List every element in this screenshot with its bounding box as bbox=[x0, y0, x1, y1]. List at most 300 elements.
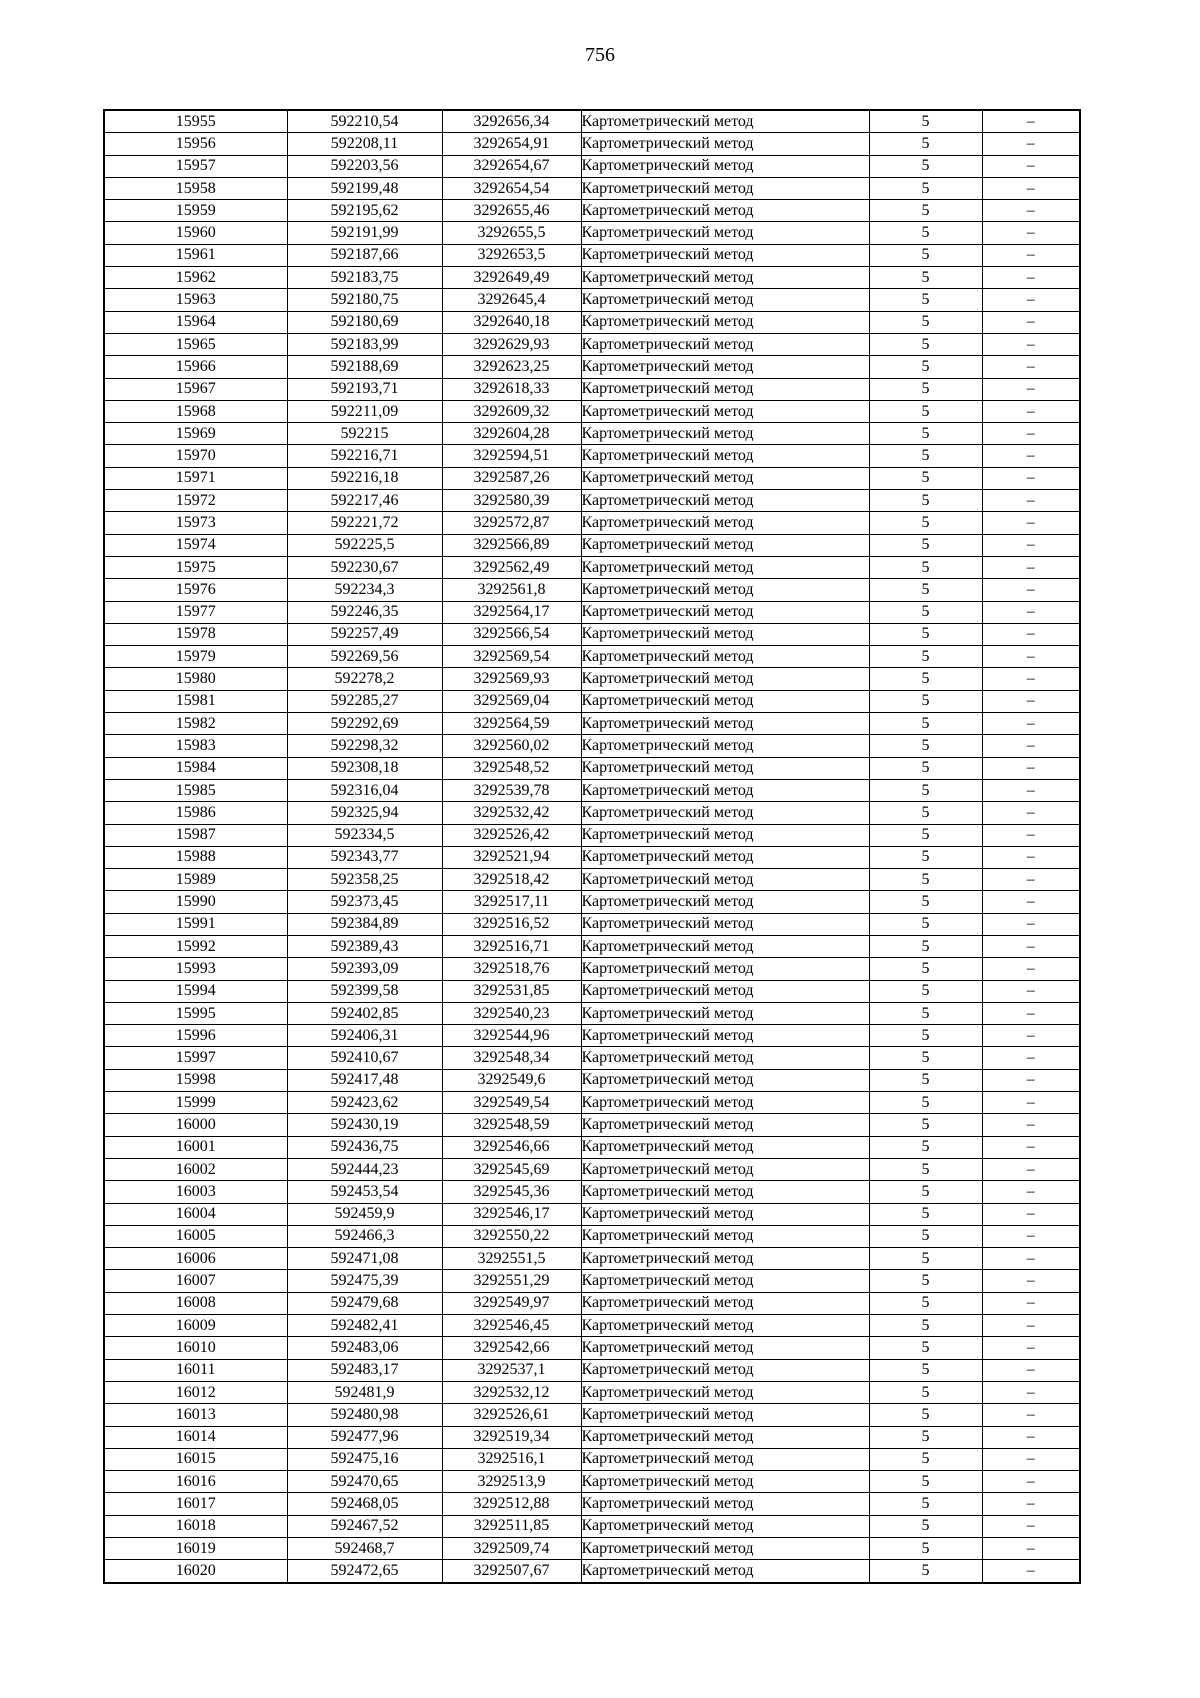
accuracy-cell: 5 bbox=[869, 1069, 982, 1091]
y-coordinate-cell: 3292516,52 bbox=[442, 913, 581, 935]
table-row bbox=[104, 512, 1080, 534]
table-row bbox=[104, 913, 1080, 935]
dash-cell: – bbox=[982, 1092, 1080, 1114]
table-row bbox=[104, 1381, 1080, 1403]
dash-cell: – bbox=[982, 1181, 1080, 1203]
table-row bbox=[104, 891, 1080, 913]
point-number-cell: 15992 bbox=[104, 935, 287, 957]
dash-cell: – bbox=[982, 846, 1080, 868]
table-row bbox=[104, 289, 1080, 311]
x-coordinate-cell: 592230,67 bbox=[287, 556, 442, 578]
accuracy-cell: 5 bbox=[869, 623, 982, 645]
y-coordinate-cell: 3292655,46 bbox=[442, 200, 581, 222]
y-coordinate-cell: 3292655,5 bbox=[442, 222, 581, 244]
y-coordinate-cell: 3292645,4 bbox=[442, 289, 581, 311]
y-coordinate-cell: 3292519,34 bbox=[442, 1426, 581, 1448]
point-number-cell: 15966 bbox=[104, 356, 287, 378]
x-coordinate-cell: 592325,94 bbox=[287, 802, 442, 824]
point-number-cell: 15965 bbox=[104, 333, 287, 355]
accuracy-cell: 5 bbox=[869, 177, 982, 199]
method-cell: Картометрический метод bbox=[581, 222, 869, 244]
dash-cell: – bbox=[982, 445, 1080, 467]
x-coordinate-cell: 592334,5 bbox=[287, 824, 442, 846]
point-number-cell: 16020 bbox=[104, 1560, 287, 1583]
table-row bbox=[104, 1047, 1080, 1069]
point-number-cell: 15998 bbox=[104, 1069, 287, 1091]
accuracy-cell: 5 bbox=[869, 244, 982, 266]
point-number-cell: 16015 bbox=[104, 1448, 287, 1470]
table-row bbox=[104, 1560, 1080, 1583]
dash-cell: – bbox=[982, 1538, 1080, 1560]
dash-cell: – bbox=[982, 110, 1080, 133]
y-coordinate-cell: 3292507,67 bbox=[442, 1560, 581, 1583]
point-number-cell: 15976 bbox=[104, 579, 287, 601]
method-cell: Картометрический метод bbox=[581, 579, 869, 601]
x-coordinate-cell: 592225,5 bbox=[287, 534, 442, 556]
dash-cell: – bbox=[982, 1426, 1080, 1448]
method-cell: Картометрический метод bbox=[581, 913, 869, 935]
x-coordinate-cell: 592183,99 bbox=[287, 333, 442, 355]
x-coordinate-cell: 592199,48 bbox=[287, 177, 442, 199]
accuracy-cell: 5 bbox=[869, 1493, 982, 1515]
method-cell: Картометрический метод bbox=[581, 891, 869, 913]
point-number-cell: 15960 bbox=[104, 222, 287, 244]
method-cell: Картометрический метод bbox=[581, 1337, 869, 1359]
accuracy-cell: 5 bbox=[869, 1448, 982, 1470]
table-row bbox=[104, 668, 1080, 690]
x-coordinate-cell: 592471,08 bbox=[287, 1248, 442, 1270]
dash-cell: – bbox=[982, 356, 1080, 378]
method-cell: Картометрический метод bbox=[581, 534, 869, 556]
dash-cell: – bbox=[982, 155, 1080, 177]
dash-cell: – bbox=[982, 1471, 1080, 1493]
method-cell: Картометрический метод bbox=[581, 1270, 869, 1292]
y-coordinate-cell: 3292517,11 bbox=[442, 891, 581, 913]
y-coordinate-cell: 3292518,76 bbox=[442, 958, 581, 980]
dash-cell: – bbox=[982, 735, 1080, 757]
accuracy-cell: 5 bbox=[869, 400, 982, 422]
method-cell: Картометрический метод bbox=[581, 1538, 869, 1560]
accuracy-cell: 5 bbox=[869, 1404, 982, 1426]
accuracy-cell: 5 bbox=[869, 556, 982, 578]
table-row bbox=[104, 623, 1080, 645]
table-row bbox=[104, 110, 1080, 133]
x-coordinate-cell: 592316,04 bbox=[287, 779, 442, 801]
dash-cell: – bbox=[982, 467, 1080, 489]
y-coordinate-cell: 3292532,42 bbox=[442, 802, 581, 824]
accuracy-cell: 5 bbox=[869, 1381, 982, 1403]
table-row bbox=[104, 579, 1080, 601]
x-coordinate-cell: 592187,66 bbox=[287, 244, 442, 266]
point-number-cell: 16006 bbox=[104, 1248, 287, 1270]
dash-cell: – bbox=[982, 267, 1080, 289]
point-number-cell: 16017 bbox=[104, 1493, 287, 1515]
point-number-cell: 15971 bbox=[104, 467, 287, 489]
x-coordinate-cell: 592475,16 bbox=[287, 1448, 442, 1470]
table-row bbox=[104, 244, 1080, 266]
table-row bbox=[104, 1292, 1080, 1314]
accuracy-cell: 5 bbox=[869, 668, 982, 690]
accuracy-cell: 5 bbox=[869, 958, 982, 980]
y-coordinate-cell: 3292546,66 bbox=[442, 1136, 581, 1158]
dash-cell: – bbox=[982, 802, 1080, 824]
accuracy-cell: 5 bbox=[869, 490, 982, 512]
x-coordinate-cell: 592180,75 bbox=[287, 289, 442, 311]
accuracy-cell: 5 bbox=[869, 757, 982, 779]
dash-cell: – bbox=[982, 1002, 1080, 1024]
table-row bbox=[104, 1158, 1080, 1180]
dash-cell: – bbox=[982, 891, 1080, 913]
accuracy-cell: 5 bbox=[869, 289, 982, 311]
x-coordinate-cell: 592246,35 bbox=[287, 601, 442, 623]
method-cell: Картометрический метод bbox=[581, 690, 869, 712]
dash-cell: – bbox=[982, 1225, 1080, 1247]
accuracy-cell: 5 bbox=[869, 378, 982, 400]
dash-cell: – bbox=[982, 400, 1080, 422]
method-cell: Картометрический метод bbox=[581, 1404, 869, 1426]
x-coordinate-cell: 592483,17 bbox=[287, 1359, 442, 1381]
method-cell: Картометрический метод bbox=[581, 1359, 869, 1381]
table-row bbox=[104, 490, 1080, 512]
accuracy-cell: 5 bbox=[869, 1203, 982, 1225]
y-coordinate-cell: 3292654,54 bbox=[442, 177, 581, 199]
method-cell: Картометрический метод bbox=[581, 623, 869, 645]
table-row bbox=[104, 935, 1080, 957]
table-row bbox=[104, 222, 1080, 244]
y-coordinate-cell: 3292653,5 bbox=[442, 244, 581, 266]
x-coordinate-cell: 592389,43 bbox=[287, 935, 442, 957]
point-number-cell: 16008 bbox=[104, 1292, 287, 1314]
dash-cell: – bbox=[982, 133, 1080, 155]
dash-cell: – bbox=[982, 378, 1080, 400]
dash-cell: – bbox=[982, 668, 1080, 690]
table-row bbox=[104, 200, 1080, 222]
point-number-cell: 15969 bbox=[104, 423, 287, 445]
point-number-cell: 15997 bbox=[104, 1047, 287, 1069]
y-coordinate-cell: 3292594,51 bbox=[442, 445, 581, 467]
point-number-cell: 15964 bbox=[104, 311, 287, 333]
x-coordinate-cell: 592480,98 bbox=[287, 1404, 442, 1426]
method-cell: Картометрический метод bbox=[581, 1136, 869, 1158]
method-cell: Картометрический метод bbox=[581, 1092, 869, 1114]
accuracy-cell: 5 bbox=[869, 534, 982, 556]
y-coordinate-cell: 3292512,88 bbox=[442, 1493, 581, 1515]
dash-cell: – bbox=[982, 713, 1080, 735]
table-row bbox=[104, 378, 1080, 400]
accuracy-cell: 5 bbox=[869, 423, 982, 445]
accuracy-cell: 5 bbox=[869, 1270, 982, 1292]
y-coordinate-cell: 3292580,39 bbox=[442, 490, 581, 512]
x-coordinate-cell: 592183,75 bbox=[287, 267, 442, 289]
method-cell: Картометрический метод bbox=[581, 200, 869, 222]
point-number-cell: 15970 bbox=[104, 445, 287, 467]
accuracy-cell: 5 bbox=[869, 1292, 982, 1314]
y-coordinate-cell: 3292656,34 bbox=[442, 110, 581, 133]
x-coordinate-cell: 592459,9 bbox=[287, 1203, 442, 1225]
x-coordinate-cell: 592188,69 bbox=[287, 356, 442, 378]
y-coordinate-cell: 3292545,36 bbox=[442, 1181, 581, 1203]
y-coordinate-cell: 3292531,85 bbox=[442, 980, 581, 1002]
dash-cell: – bbox=[982, 1337, 1080, 1359]
dash-cell: – bbox=[982, 556, 1080, 578]
point-number-cell: 15974 bbox=[104, 534, 287, 556]
table-row bbox=[104, 400, 1080, 422]
y-coordinate-cell: 3292629,93 bbox=[442, 333, 581, 355]
accuracy-cell: 5 bbox=[869, 713, 982, 735]
y-coordinate-cell: 3292539,78 bbox=[442, 779, 581, 801]
point-number-cell: 15982 bbox=[104, 713, 287, 735]
dash-cell: – bbox=[982, 1203, 1080, 1225]
y-coordinate-cell: 3292550,22 bbox=[442, 1225, 581, 1247]
table-row bbox=[104, 958, 1080, 980]
x-coordinate-cell: 592468,7 bbox=[287, 1538, 442, 1560]
dash-cell: – bbox=[982, 690, 1080, 712]
y-coordinate-cell: 3292540,23 bbox=[442, 1002, 581, 1024]
method-cell: Картометрический метод bbox=[581, 935, 869, 957]
point-number-cell: 16002 bbox=[104, 1158, 287, 1180]
table-row bbox=[104, 980, 1080, 1002]
table-row bbox=[104, 779, 1080, 801]
point-number-cell: 15975 bbox=[104, 556, 287, 578]
accuracy-cell: 5 bbox=[869, 110, 982, 133]
method-cell: Картометрический метод bbox=[581, 467, 869, 489]
table-row bbox=[104, 311, 1080, 333]
accuracy-cell: 5 bbox=[869, 579, 982, 601]
accuracy-cell: 5 bbox=[869, 1315, 982, 1337]
y-coordinate-cell: 3292609,32 bbox=[442, 400, 581, 422]
method-cell: Картометрический метод bbox=[581, 400, 869, 422]
accuracy-cell: 5 bbox=[869, 311, 982, 333]
point-number-cell: 15996 bbox=[104, 1025, 287, 1047]
table-row bbox=[104, 467, 1080, 489]
accuracy-cell: 5 bbox=[869, 1560, 982, 1583]
x-coordinate-cell: 592466,3 bbox=[287, 1225, 442, 1247]
method-cell: Картометрический метод bbox=[581, 356, 869, 378]
point-number-cell: 15972 bbox=[104, 490, 287, 512]
x-coordinate-cell: 592410,67 bbox=[287, 1047, 442, 1069]
point-number-cell: 16019 bbox=[104, 1538, 287, 1560]
y-coordinate-cell: 3292548,59 bbox=[442, 1114, 581, 1136]
dash-cell: – bbox=[982, 177, 1080, 199]
table-row bbox=[104, 1538, 1080, 1560]
x-coordinate-cell: 592210,54 bbox=[287, 110, 442, 133]
x-coordinate-cell: 592278,2 bbox=[287, 668, 442, 690]
y-coordinate-cell: 3292526,42 bbox=[442, 824, 581, 846]
accuracy-cell: 5 bbox=[869, 356, 982, 378]
table-row bbox=[104, 735, 1080, 757]
table-row bbox=[104, 1248, 1080, 1270]
dash-cell: – bbox=[982, 1493, 1080, 1515]
point-number-cell: 16010 bbox=[104, 1337, 287, 1359]
x-coordinate-cell: 592399,58 bbox=[287, 980, 442, 1002]
table-row bbox=[104, 646, 1080, 668]
y-coordinate-cell: 3292604,28 bbox=[442, 423, 581, 445]
dash-cell: – bbox=[982, 1114, 1080, 1136]
table-row bbox=[104, 1493, 1080, 1515]
method-cell: Картометрический метод bbox=[581, 980, 869, 1002]
dash-cell: – bbox=[982, 1560, 1080, 1583]
x-coordinate-cell: 592193,71 bbox=[287, 378, 442, 400]
dash-cell: – bbox=[982, 1292, 1080, 1314]
method-cell: Картометрический метод bbox=[581, 333, 869, 355]
method-cell: Картометрический метод bbox=[581, 1203, 869, 1225]
method-cell: Картометрический метод bbox=[581, 802, 869, 824]
method-cell: Картометрический метод bbox=[581, 556, 869, 578]
dash-cell: – bbox=[982, 222, 1080, 244]
dash-cell: – bbox=[982, 980, 1080, 1002]
page-number: 756 bbox=[585, 44, 615, 66]
y-coordinate-cell: 3292542,66 bbox=[442, 1337, 581, 1359]
table-row bbox=[104, 1203, 1080, 1225]
dash-cell: – bbox=[982, 311, 1080, 333]
x-coordinate-cell: 592285,27 bbox=[287, 690, 442, 712]
method-cell: Картометрический метод bbox=[581, 824, 869, 846]
point-number-cell: 15983 bbox=[104, 735, 287, 757]
accuracy-cell: 5 bbox=[869, 200, 982, 222]
accuracy-cell: 5 bbox=[869, 1225, 982, 1247]
dash-cell: – bbox=[982, 1448, 1080, 1470]
accuracy-cell: 5 bbox=[869, 980, 982, 1002]
dash-cell: – bbox=[982, 333, 1080, 355]
table-row bbox=[104, 869, 1080, 891]
dash-cell: – bbox=[982, 824, 1080, 846]
method-cell: Картометрический метод bbox=[581, 445, 869, 467]
accuracy-cell: 5 bbox=[869, 891, 982, 913]
method-cell: Картометрический метод bbox=[581, 958, 869, 980]
method-cell: Картометрический метод bbox=[581, 267, 869, 289]
point-number-cell: 15987 bbox=[104, 824, 287, 846]
point-number-cell: 15995 bbox=[104, 1002, 287, 1024]
accuracy-cell: 5 bbox=[869, 1337, 982, 1359]
method-cell: Картометрический метод bbox=[581, 869, 869, 891]
method-cell: Картометрический метод bbox=[581, 1471, 869, 1493]
method-cell: Картометрический метод bbox=[581, 1426, 869, 1448]
y-coordinate-cell: 3292526,61 bbox=[442, 1404, 581, 1426]
point-number-cell: 15955 bbox=[104, 110, 287, 133]
point-number-cell: 15973 bbox=[104, 512, 287, 534]
y-coordinate-cell: 3292545,69 bbox=[442, 1158, 581, 1180]
y-coordinate-cell: 3292551,29 bbox=[442, 1270, 581, 1292]
accuracy-cell: 5 bbox=[869, 935, 982, 957]
method-cell: Картометрический метод bbox=[581, 1381, 869, 1403]
dash-cell: – bbox=[982, 1315, 1080, 1337]
point-number-cell: 15985 bbox=[104, 779, 287, 801]
point-number-cell: 15959 bbox=[104, 200, 287, 222]
y-coordinate-cell: 3292564,17 bbox=[442, 601, 581, 623]
dash-cell: – bbox=[982, 1158, 1080, 1180]
accuracy-cell: 5 bbox=[869, 1025, 982, 1047]
x-coordinate-cell: 592257,49 bbox=[287, 623, 442, 645]
method-cell: Картометрический метод bbox=[581, 133, 869, 155]
dash-cell: – bbox=[982, 601, 1080, 623]
dash-cell: – bbox=[982, 1136, 1080, 1158]
point-number-cell: 15978 bbox=[104, 623, 287, 645]
x-coordinate-cell: 592393,09 bbox=[287, 958, 442, 980]
method-cell: Картометрический метод bbox=[581, 1181, 869, 1203]
y-coordinate-cell: 3292532,12 bbox=[442, 1381, 581, 1403]
y-coordinate-cell: 3292587,26 bbox=[442, 467, 581, 489]
point-number-cell: 16018 bbox=[104, 1515, 287, 1537]
table-row bbox=[104, 1270, 1080, 1292]
accuracy-cell: 5 bbox=[869, 1002, 982, 1024]
y-coordinate-cell: 3292544,96 bbox=[442, 1025, 581, 1047]
table-row bbox=[104, 445, 1080, 467]
point-number-cell: 15986 bbox=[104, 802, 287, 824]
dash-cell: – bbox=[982, 423, 1080, 445]
table-row bbox=[104, 757, 1080, 779]
accuracy-cell: 5 bbox=[869, 155, 982, 177]
x-coordinate-cell: 592472,65 bbox=[287, 1560, 442, 1583]
point-number-cell: 15977 bbox=[104, 601, 287, 623]
accuracy-cell: 5 bbox=[869, 1181, 982, 1203]
dash-cell: – bbox=[982, 1069, 1080, 1091]
table-row bbox=[104, 1092, 1080, 1114]
method-cell: Картометрический метод bbox=[581, 1158, 869, 1180]
dash-cell: – bbox=[982, 579, 1080, 601]
accuracy-cell: 5 bbox=[869, 735, 982, 757]
x-coordinate-cell: 592417,48 bbox=[287, 1069, 442, 1091]
x-coordinate-cell: 592481,9 bbox=[287, 1381, 442, 1403]
x-coordinate-cell: 592269,56 bbox=[287, 646, 442, 668]
accuracy-cell: 5 bbox=[869, 1158, 982, 1180]
dash-cell: – bbox=[982, 1381, 1080, 1403]
x-coordinate-cell: 592221,72 bbox=[287, 512, 442, 534]
x-coordinate-cell: 592479,68 bbox=[287, 1292, 442, 1314]
x-coordinate-cell: 592475,39 bbox=[287, 1270, 442, 1292]
x-coordinate-cell: 592308,18 bbox=[287, 757, 442, 779]
point-number-cell: 16013 bbox=[104, 1404, 287, 1426]
table-row bbox=[104, 1114, 1080, 1136]
method-cell: Картометрический метод bbox=[581, 757, 869, 779]
accuracy-cell: 5 bbox=[869, 646, 982, 668]
method-cell: Картометрический метод bbox=[581, 735, 869, 757]
y-coordinate-cell: 3292551,5 bbox=[442, 1248, 581, 1270]
y-coordinate-cell: 3292549,97 bbox=[442, 1292, 581, 1314]
dash-cell: – bbox=[982, 1270, 1080, 1292]
table-row bbox=[104, 133, 1080, 155]
point-number-cell: 16000 bbox=[104, 1114, 287, 1136]
accuracy-cell: 5 bbox=[869, 802, 982, 824]
y-coordinate-cell: 3292516,1 bbox=[442, 1448, 581, 1470]
x-coordinate-cell: 592195,62 bbox=[287, 200, 442, 222]
point-number-cell: 15981 bbox=[104, 690, 287, 712]
method-cell: Картометрический метод bbox=[581, 846, 869, 868]
point-number-cell: 16012 bbox=[104, 1381, 287, 1403]
table-row bbox=[104, 534, 1080, 556]
y-coordinate-cell: 3292566,89 bbox=[442, 534, 581, 556]
dash-cell: – bbox=[982, 244, 1080, 266]
table-row bbox=[104, 1404, 1080, 1426]
table-row bbox=[104, 1515, 1080, 1537]
x-coordinate-cell: 592217,46 bbox=[287, 490, 442, 512]
method-cell: Картометрический метод bbox=[581, 1025, 869, 1047]
point-number-cell: 15991 bbox=[104, 913, 287, 935]
y-coordinate-cell: 3292618,33 bbox=[442, 378, 581, 400]
point-number-cell: 15956 bbox=[104, 133, 287, 155]
x-coordinate-cell: 592470,65 bbox=[287, 1471, 442, 1493]
accuracy-cell: 5 bbox=[869, 1538, 982, 1560]
y-coordinate-cell: 3292546,17 bbox=[442, 1203, 581, 1225]
point-number-cell: 16014 bbox=[104, 1426, 287, 1448]
y-coordinate-cell: 3292562,49 bbox=[442, 556, 581, 578]
accuracy-cell: 5 bbox=[869, 824, 982, 846]
method-cell: Картометрический метод bbox=[581, 601, 869, 623]
dash-cell: – bbox=[982, 490, 1080, 512]
y-coordinate-cell: 3292654,67 bbox=[442, 155, 581, 177]
dash-cell: – bbox=[982, 869, 1080, 891]
y-coordinate-cell: 3292623,25 bbox=[442, 356, 581, 378]
dash-cell: – bbox=[982, 757, 1080, 779]
